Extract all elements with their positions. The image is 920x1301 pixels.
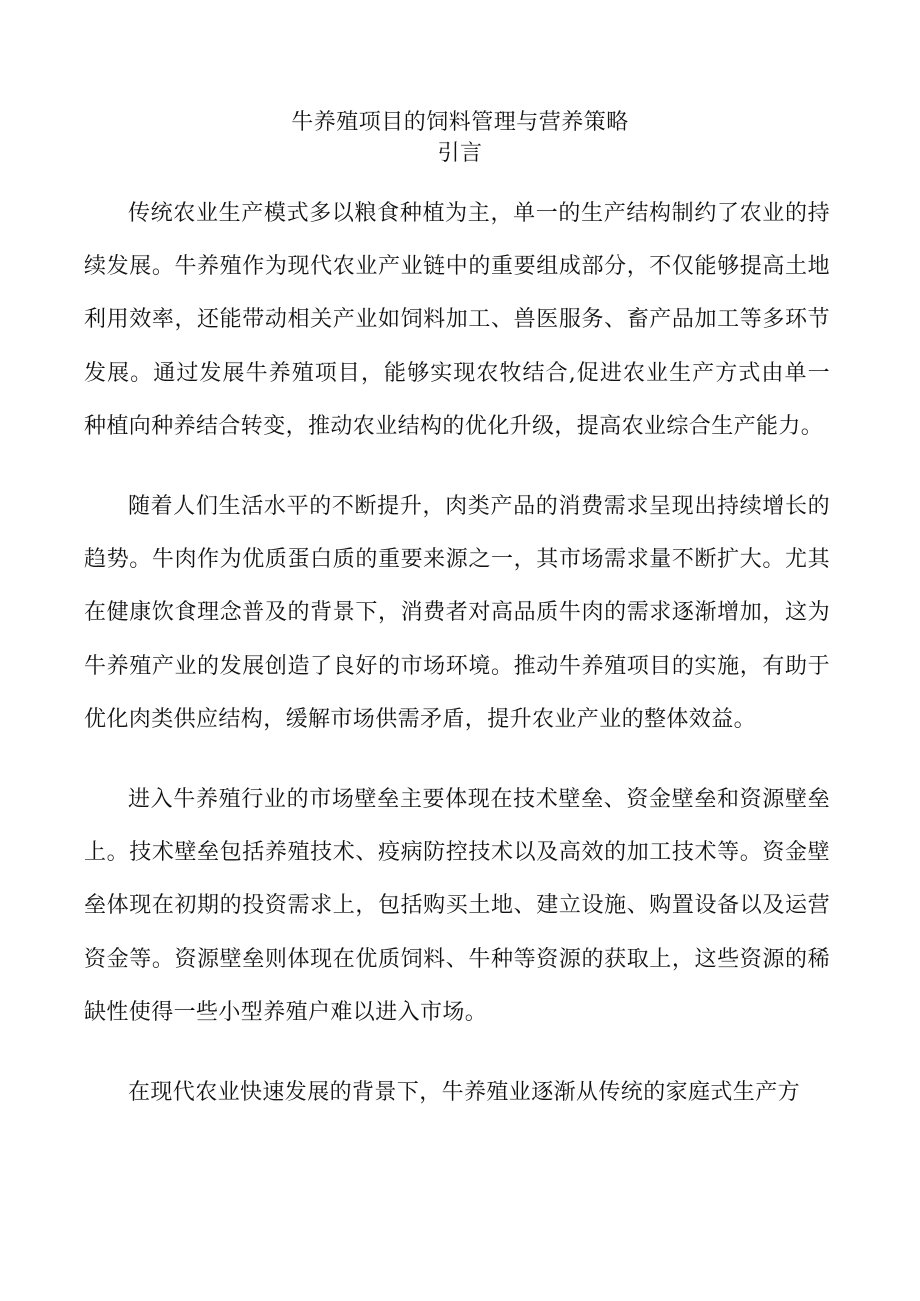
paragraph-1: 传统农业生产模式多以粮食种植为主，单一的生产结构制约了农业的持续发展。牛养殖作为现代农业产业链中的重要组成部分，不仅能够提高土地利用效率，还能带动相关产业如饲料加工、兽医服务、畜产品加工等多环节发展。通过发展牛养殖项目，能够实现农牧结合,促进农业生产方式由单一种植向种养结合转变，推动农业结构的优化升级，提高农业综合生产能力。	[84, 201, 830, 439]
document-title: 牛养殖项目的饲料管理与营养策略	[291, 110, 629, 135]
paragraph-3: 进入牛养殖行业的市场壁垒主要体现在技术壁垒、资金壁垒和资源壁垒上。技术壁垒包括养殖技术、疫病防控技术以及高效的加工技术等。资金壁垒体现在初期的投资需求上，包括购买土地、建立设施、购置设备以及运营资金等。资源壁垒则体现在优质饲料、牛种等资源的获取上，这些资源的稀缺性使得一些小型养殖户难以进入市场。	[84, 787, 830, 1025]
section-heading: 引言	[437, 141, 483, 166]
paragraph-2: 随着人们生活水平的不断提升，肉类产品的消费需求呈现出持续增长的趋势。牛肉作为优质蛋白质的重要来源之一，其市场需求量不断扩大。尤其在健康饮食理念普及的背景下，消费者对高品质牛肉的需求逐渐增加，这为牛养殖产业的发展创造了良好的市场环境。推动牛养殖项目的实施，有助于优化肉类供应结构，缓解市场供需矛盾，提升农业产业的整体效益。	[84, 494, 830, 732]
document-body	[84, 187, 830, 1146]
paragraph-4: 在现代农业快速发展的背景下，牛养殖业逐渐从传统的家庭式生产方	[128, 1080, 801, 1106]
